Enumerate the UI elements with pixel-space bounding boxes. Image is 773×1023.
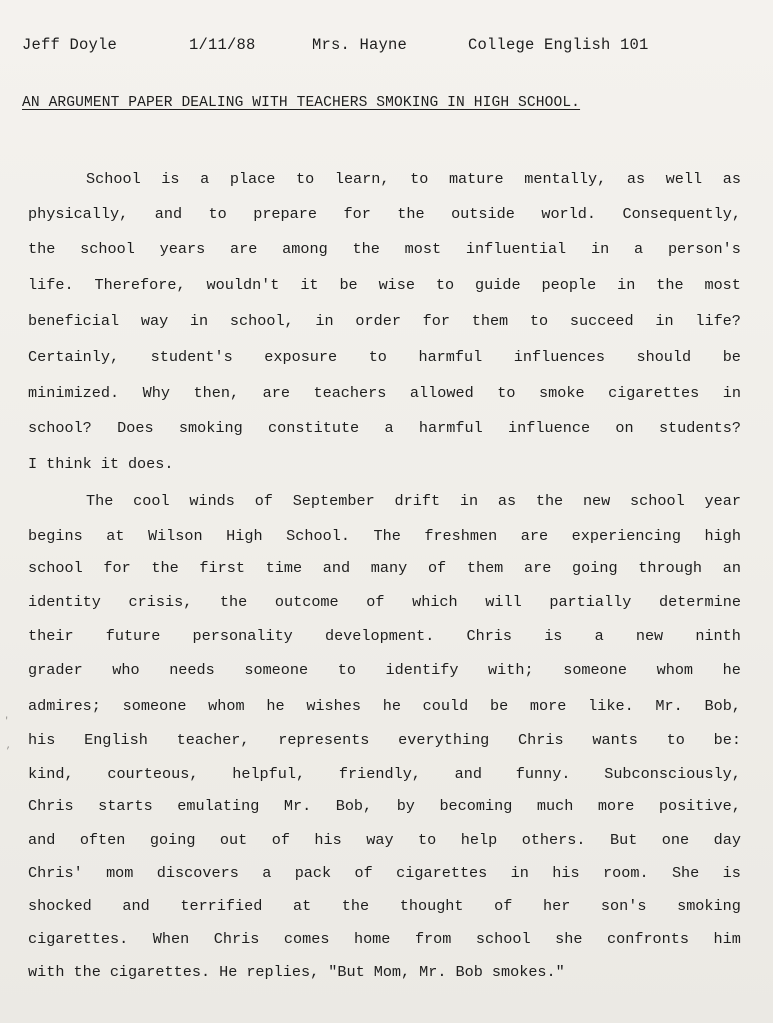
word: and (454, 765, 483, 783)
word: school (80, 240, 135, 258)
word: Bob, (704, 697, 741, 715)
essay-line (28, 661, 741, 695)
word: in (510, 864, 529, 882)
word: Chris (518, 731, 564, 749)
word: the (352, 240, 380, 258)
essay-line (28, 797, 741, 831)
word: Subconsciously, (604, 765, 741, 783)
word: influences (513, 348, 605, 366)
word: one (661, 831, 690, 849)
word: among (282, 240, 328, 258)
word: is (161, 170, 180, 188)
word: discovers (156, 864, 239, 882)
word: smoking (178, 419, 243, 437)
word: life. (28, 276, 74, 294)
essay-line (86, 492, 741, 526)
word: outside (451, 205, 515, 223)
word: mom (106, 864, 134, 882)
word: at (292, 897, 312, 915)
word: allowed (409, 384, 474, 402)
essay-line (28, 627, 741, 661)
word: Chris (213, 930, 260, 948)
word: years (159, 240, 206, 258)
word: a (594, 627, 604, 645)
word: does. (127, 455, 174, 473)
word: most (404, 240, 442, 258)
word: everything (398, 731, 490, 749)
word: wouldn't (206, 276, 280, 294)
word: The (86, 492, 114, 510)
word: in (315, 312, 334, 330)
essay-line (28, 831, 741, 865)
word: order (355, 312, 401, 330)
word: determine (658, 593, 741, 611)
essay-line (28, 731, 741, 765)
word: She (671, 864, 700, 882)
word: his (28, 731, 56, 749)
word: wise (378, 276, 416, 294)
word: represents (278, 731, 370, 749)
word: first (199, 559, 245, 577)
word: like. (588, 697, 634, 715)
word: shocked (28, 897, 92, 915)
word: and (122, 897, 150, 915)
word: Wilson (147, 527, 203, 545)
author-name: Jeff Doyle (22, 36, 118, 54)
word: drift (394, 492, 441, 510)
word: Bob (455, 963, 483, 981)
word: friendly, (338, 765, 421, 783)
word: going (572, 559, 618, 577)
word: on (615, 419, 634, 437)
word: the (28, 240, 56, 258)
essay-line (28, 559, 741, 593)
word: way (140, 312, 169, 330)
word: his (314, 831, 342, 849)
word: to (208, 205, 227, 223)
essay-line (28, 593, 741, 627)
essay-line (28, 276, 741, 310)
word: the (341, 897, 370, 915)
word: new (635, 627, 664, 645)
word: cigarettes. (28, 930, 129, 948)
word: is (722, 864, 741, 882)
word: it (300, 276, 319, 294)
word: which (412, 593, 458, 611)
word: an (722, 559, 741, 577)
essay-line (28, 864, 741, 898)
word: a (200, 170, 210, 188)
word: he (266, 697, 285, 715)
word: them (466, 559, 504, 577)
word: identity (28, 593, 101, 611)
word: to (529, 312, 549, 330)
word: much (536, 797, 574, 815)
word: But (609, 831, 638, 849)
word: new (582, 492, 611, 510)
essay-line (86, 170, 741, 204)
word: help (460, 831, 498, 849)
word: wants (592, 731, 638, 749)
word: someone (244, 661, 309, 679)
word: I (28, 455, 38, 473)
word: then, (193, 384, 240, 402)
word: mature (448, 170, 504, 188)
word: to (337, 661, 356, 679)
word: School (86, 170, 141, 188)
word: way (366, 831, 394, 849)
word: a (634, 240, 644, 258)
word: in (459, 492, 479, 510)
word: kind, (28, 765, 74, 783)
word: he (722, 661, 741, 679)
essay-line (28, 312, 741, 346)
word: home (353, 930, 391, 948)
word: pack (294, 864, 332, 882)
word: of (354, 864, 373, 882)
essay-line (28, 963, 741, 997)
word: needs (169, 661, 215, 679)
word: him (713, 930, 741, 948)
word: she (555, 930, 583, 948)
word: and (154, 205, 183, 223)
word: to (435, 276, 455, 294)
paper-date: 1/11/88 (189, 36, 256, 54)
word: starts (98, 797, 153, 815)
word: Chris (466, 627, 513, 645)
word: High (226, 527, 263, 545)
word: as (626, 170, 646, 188)
word: room. (602, 864, 649, 882)
word: guide (475, 276, 521, 294)
word: in (590, 240, 610, 258)
word: "But (328, 963, 365, 981)
word: for (422, 312, 450, 330)
word: prepare (253, 205, 318, 223)
word: at (106, 527, 125, 545)
word: The (373, 527, 401, 545)
word: terrified (180, 897, 263, 915)
word: comes (283, 930, 330, 948)
word: the (656, 276, 684, 294)
word: could (422, 697, 469, 715)
word: Chris' (28, 864, 83, 882)
word: person's (667, 240, 741, 258)
word: replies, (246, 963, 320, 981)
word: school (630, 492, 685, 510)
word: mentally, (524, 170, 607, 188)
word: teacher, (176, 731, 250, 749)
essay-line (28, 930, 741, 964)
word: her (542, 897, 571, 915)
word: school (28, 559, 83, 577)
word: teachers (313, 384, 387, 402)
word: cigarettes (396, 864, 488, 882)
word: September (292, 492, 375, 510)
word: Mr. (283, 797, 312, 815)
word: exposure (264, 348, 338, 366)
word: is (544, 627, 563, 645)
word: them (471, 312, 509, 330)
word: should (636, 348, 692, 366)
word: partially (549, 593, 632, 611)
teacher-name: Mrs. Hayne (312, 36, 408, 54)
word: to (418, 831, 437, 849)
word: world. (541, 205, 597, 223)
word: helpful, (232, 765, 306, 783)
word: school? (28, 419, 92, 437)
word: the (535, 492, 564, 510)
word: someone (563, 661, 628, 679)
word: as (497, 492, 517, 510)
word: whom (656, 661, 694, 679)
word: Bob, (335, 797, 373, 815)
word: and (322, 559, 351, 577)
essay-line (28, 897, 741, 931)
word: winds (189, 492, 235, 510)
word: high (704, 527, 741, 545)
word: life? (695, 312, 741, 330)
word: learn, (334, 170, 390, 188)
word: emulating (177, 797, 260, 815)
word: think (46, 455, 92, 473)
word: grader (28, 661, 83, 679)
word: student's (150, 348, 233, 366)
word: the (151, 559, 179, 577)
word: from (414, 930, 452, 948)
word: Mr. (419, 963, 447, 981)
word: Mr. (655, 697, 683, 715)
word: school, (229, 312, 294, 330)
word: are (262, 384, 290, 402)
word: succeed (569, 312, 634, 330)
word: crisis, (128, 593, 193, 611)
word: with; (488, 661, 534, 679)
word: often (79, 831, 126, 849)
word: cigarettes. (109, 963, 211, 981)
word: the (219, 593, 248, 611)
word: thought (399, 897, 464, 915)
word: confronts (606, 930, 690, 948)
word: whom (208, 697, 245, 715)
word: more (529, 697, 567, 715)
word: influence (508, 419, 591, 437)
word: students? (658, 419, 741, 437)
word: positive, (658, 797, 741, 815)
word: by (396, 797, 415, 815)
word: to (666, 731, 685, 749)
word: time (265, 559, 303, 577)
word: begins (28, 527, 83, 545)
word: smokes." (491, 963, 565, 981)
word: beneficial (28, 312, 120, 330)
word: to (368, 348, 387, 366)
word: will (485, 593, 522, 611)
word: physically, (28, 205, 129, 223)
paper-title: AN ARGUMENT PAPER DEALING WITH TEACHERS SMOKING IN HIGH SCHOOL. (22, 95, 581, 111)
word: are (230, 240, 258, 258)
essay-line (28, 765, 741, 799)
word: for (343, 205, 371, 223)
word: of (271, 831, 290, 849)
word: When (152, 930, 190, 948)
word: admires; (28, 697, 101, 715)
word: ninth (695, 627, 741, 645)
word: others. (521, 831, 586, 849)
word: son's (600, 897, 647, 915)
word: influential (465, 240, 567, 258)
word: going (149, 831, 196, 849)
word: be: (713, 731, 741, 749)
word: in (655, 312, 674, 330)
word: the (397, 205, 425, 223)
word: wishes (306, 697, 361, 715)
essay-line (28, 527, 741, 561)
word: English (84, 731, 148, 749)
word: through (638, 559, 703, 577)
word: freshmen (424, 527, 498, 545)
word: most (704, 276, 741, 294)
essay-line (28, 240, 741, 274)
word: the (73, 963, 101, 981)
word: Chris (28, 797, 74, 815)
course-name: College English 101 (468, 36, 649, 54)
essay-line (28, 455, 741, 489)
word: day (713, 831, 741, 849)
word: cigarettes (608, 384, 700, 402)
word: outcome (274, 593, 339, 611)
word: their (28, 627, 74, 645)
word: personality (192, 627, 293, 645)
word: in (189, 312, 209, 330)
word: and (28, 831, 56, 849)
word: people (541, 276, 597, 294)
word: of (254, 492, 273, 510)
word: of (427, 559, 447, 577)
word: School. (286, 527, 350, 545)
essay-line (28, 419, 741, 453)
essay-line (28, 205, 741, 239)
word: be (489, 697, 509, 715)
word: a (262, 864, 272, 882)
essay-line (28, 697, 741, 731)
word: well (665, 170, 703, 188)
word: he (382, 697, 401, 715)
word: a (384, 419, 394, 437)
word: development. (324, 627, 435, 645)
word: Mom, (373, 963, 411, 981)
word: to (497, 384, 516, 402)
word: Therefore, (94, 276, 186, 294)
word: courteous, (107, 765, 199, 783)
word: are (520, 527, 549, 545)
word: identify (385, 661, 459, 679)
word: becoming (439, 797, 513, 815)
word: with (28, 963, 65, 981)
word: year (704, 492, 741, 510)
word: who (112, 661, 140, 679)
word: his (552, 864, 580, 882)
word: to (296, 170, 315, 188)
word: school (475, 930, 531, 948)
word: of (494, 897, 513, 915)
word: smoking (677, 897, 741, 915)
word: harmful (418, 419, 483, 437)
word: future (105, 627, 161, 645)
word: He (219, 963, 238, 981)
essay-line (28, 348, 741, 382)
word: for (103, 559, 131, 577)
margin-mark: ' (4, 716, 10, 726)
word: of (366, 593, 385, 611)
word: someone (122, 697, 187, 715)
word: be (722, 348, 741, 366)
word: out (219, 831, 248, 849)
word: experiencing (571, 527, 681, 545)
word: to (410, 170, 429, 188)
word: Certainly, (28, 348, 120, 366)
word: Consequently, (622, 205, 741, 223)
word: in (617, 276, 636, 294)
word: be (339, 276, 358, 294)
word: constitute (268, 419, 360, 437)
word: place (229, 170, 276, 188)
word: in (722, 384, 741, 402)
margin-mark: , (6, 741, 12, 751)
essay-line (28, 384, 741, 418)
word: it (100, 455, 119, 473)
word: harmful (418, 348, 483, 366)
word: smoke (538, 384, 585, 402)
word: are (523, 559, 552, 577)
word: as (722, 170, 741, 188)
word: Why (142, 384, 170, 402)
word: cool (133, 492, 170, 510)
word: Does (117, 419, 154, 437)
word: more (597, 797, 635, 815)
word: many (370, 559, 408, 577)
word: funny. (515, 765, 571, 783)
word: minimized. (28, 384, 120, 402)
